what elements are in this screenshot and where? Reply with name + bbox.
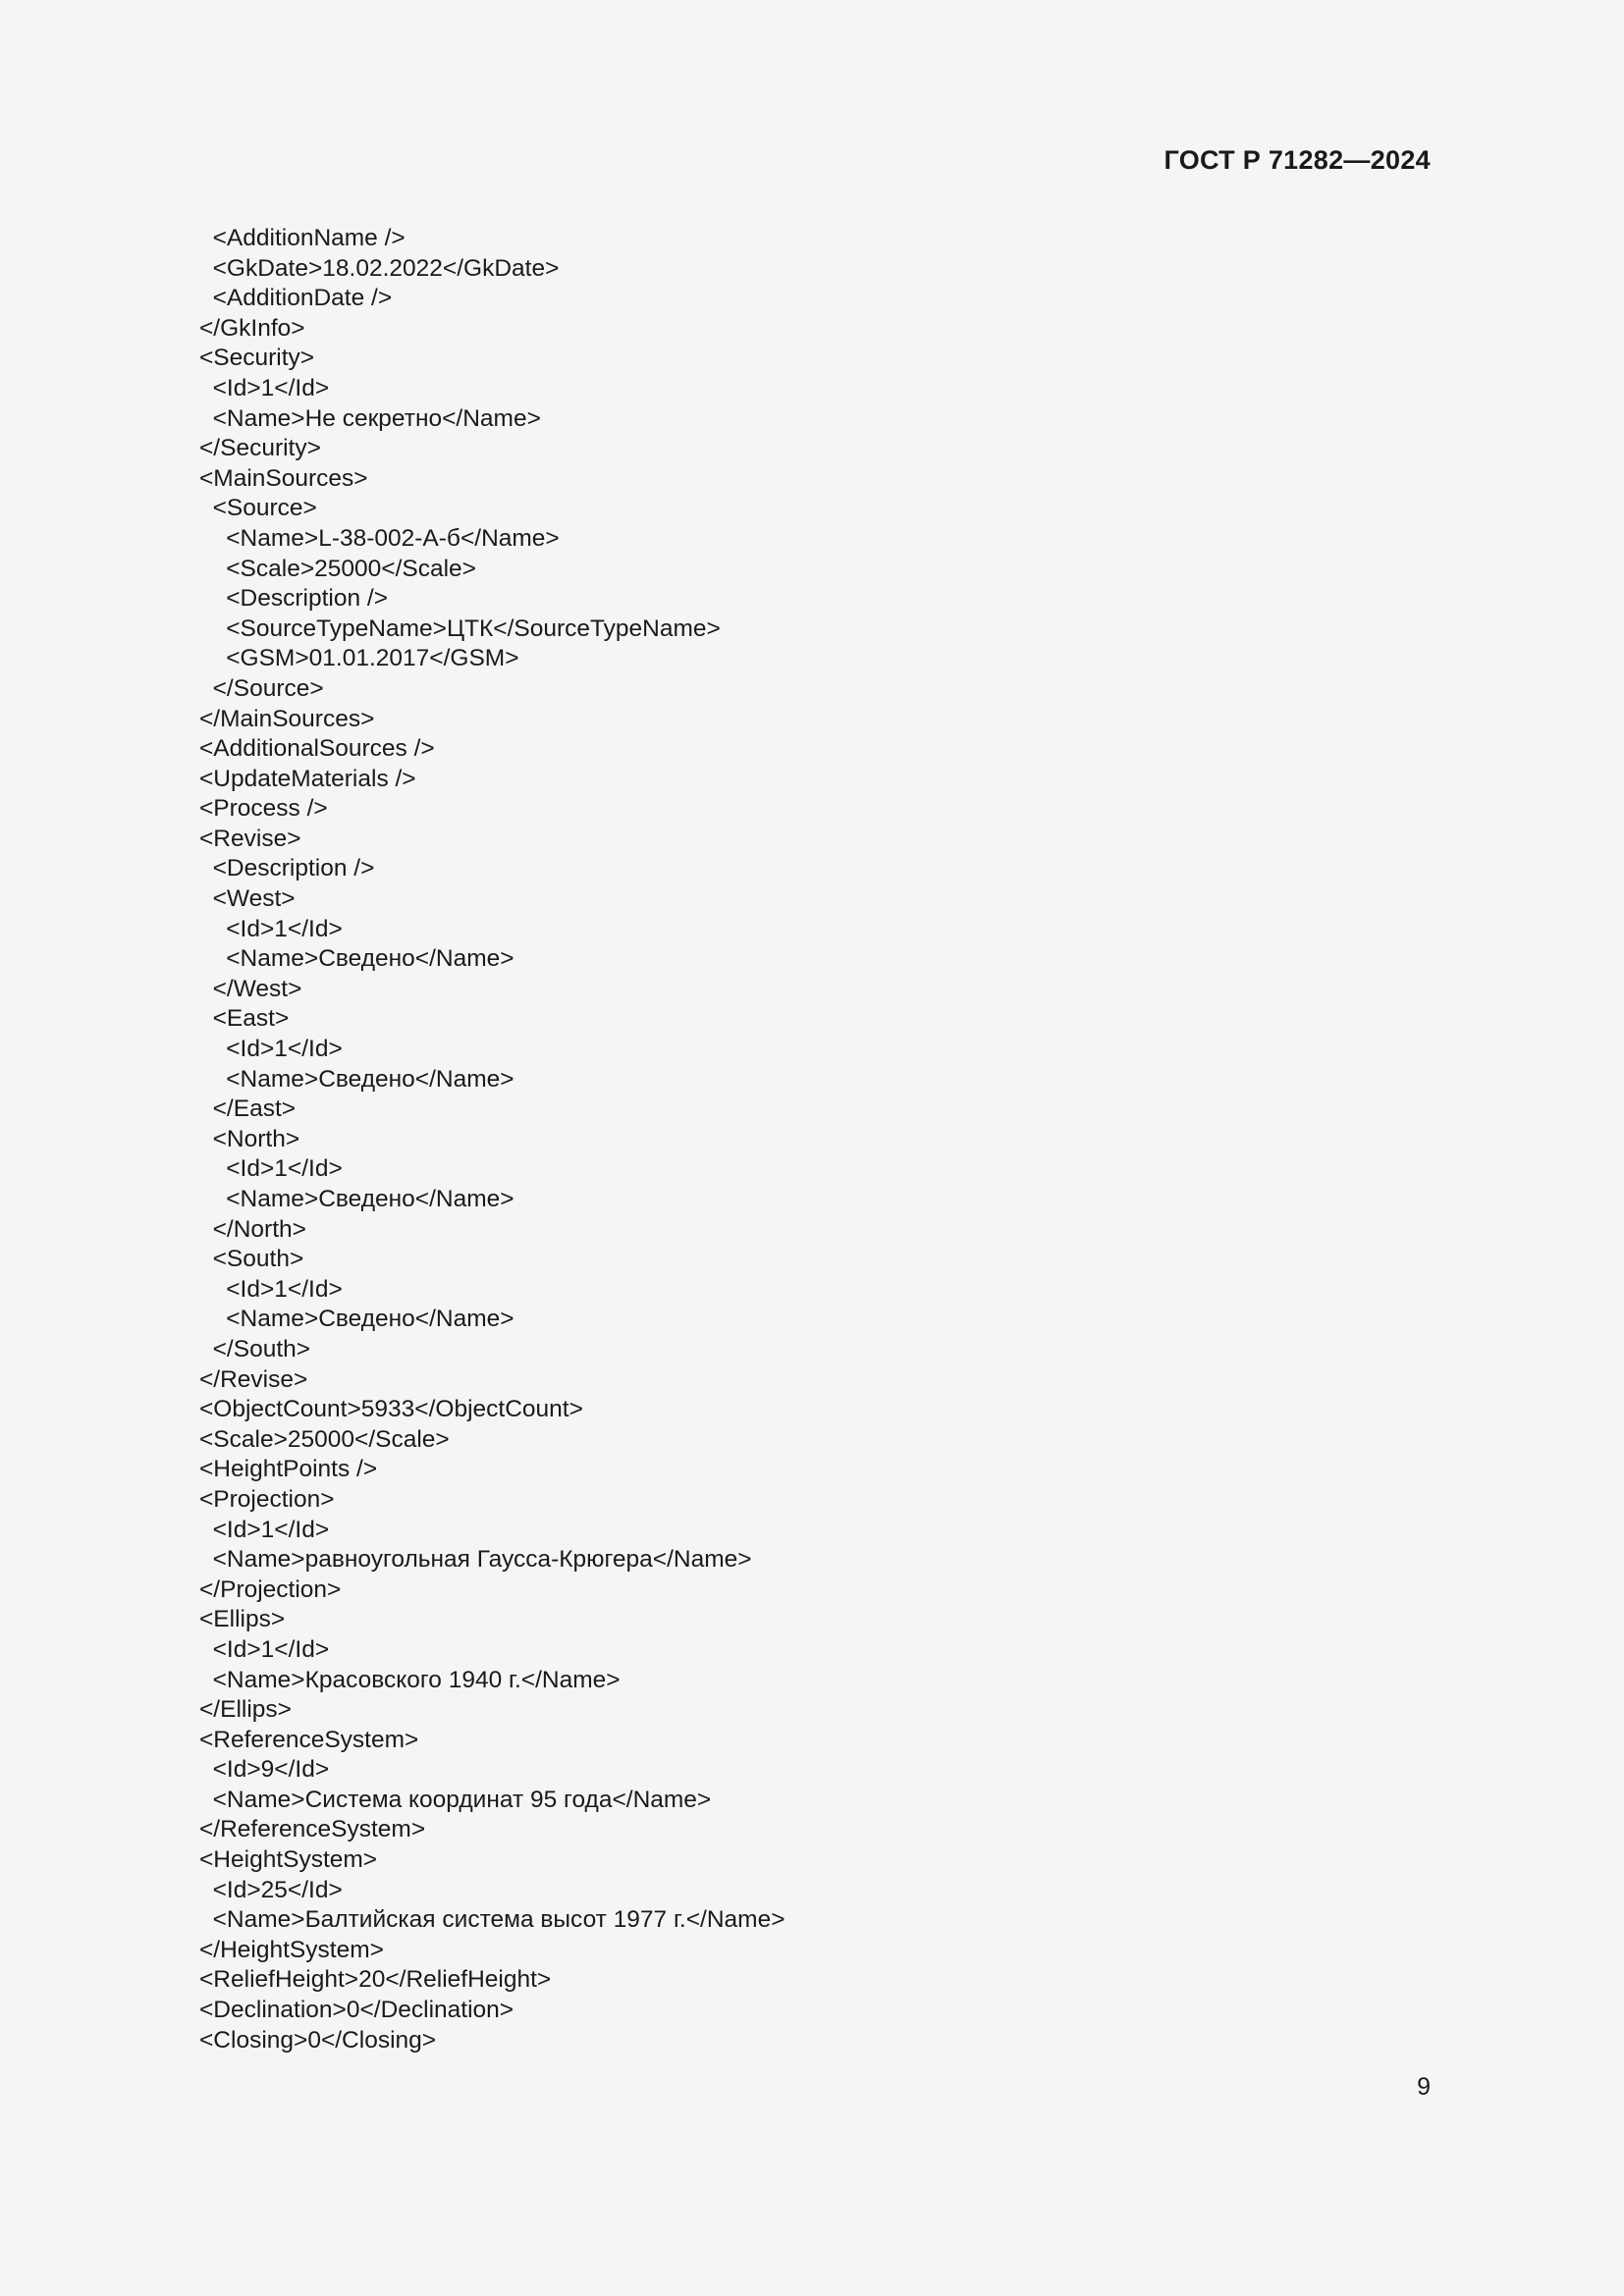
code-line: </South>: [199, 1335, 311, 1362]
code-line: <Id>1</Id>: [199, 1036, 343, 1063]
code-line: <Process />: [199, 795, 328, 823]
code-line: <Declination>0</Declination>: [199, 1997, 514, 2024]
code-line: <Id>1</Id>: [199, 1275, 343, 1303]
code-line: <HeightSystem>: [199, 1846, 378, 1874]
code-line: <HeightPoints />: [199, 1456, 378, 1483]
page-number: 9: [1417, 2073, 1431, 2101]
code-line: </Projection>: [199, 1575, 342, 1603]
code-line: </HeightSystem>: [199, 1936, 384, 1963]
code-line: <ReliefHeight>20</ReliefHeight>: [199, 1966, 552, 1994]
code-line: <Id>1</Id>: [199, 374, 330, 401]
code-line: <Id>1</Id>: [199, 1635, 330, 1663]
code-line: <Closing>0</Closing>: [199, 2026, 437, 2054]
code-line: <AdditionalSources />: [199, 735, 435, 763]
code-line: <North>: [199, 1125, 300, 1152]
code-line: <Source>: [199, 495, 317, 522]
code-line: </East>: [199, 1095, 297, 1123]
code-line: <Security>: [199, 345, 315, 372]
xml-code-listing: [199, 224, 785, 2056]
code-line: <Name>Сведено</Name>: [199, 1065, 514, 1093]
code-line: <ReferenceSystem>: [199, 1726, 419, 1753]
code-line: </GkInfo>: [199, 314, 305, 342]
code-line: <Name>Сведено</Name>: [199, 1306, 514, 1333]
code-line: <Description />: [199, 855, 375, 882]
code-line: <GkDate>18.02.2022</GkDate>: [199, 254, 560, 282]
code-line: <East>: [199, 1005, 290, 1033]
code-line: <Projection>: [199, 1485, 335, 1513]
code-line: <SourceTypeName>ЦТК</SourceTypeName>: [199, 614, 721, 642]
code-line: <GSM>01.01.2017</GSM>: [199, 645, 519, 672]
code-line: <AdditionName />: [199, 225, 406, 251]
code-line: <Scale>25000</Scale>: [199, 1425, 450, 1453]
code-line: <MainSources>: [199, 464, 368, 492]
code-line: </Security>: [199, 435, 321, 462]
code-line: <Id>9</Id>: [199, 1756, 330, 1784]
document-code-header: ГОСТ Р 71282—2024: [1164, 145, 1431, 175]
code-line: </Ellips>: [199, 1696, 292, 1724]
code-line: </MainSources>: [199, 705, 375, 732]
code-line: <Name>L-38-002-А-б</Name>: [199, 524, 560, 552]
code-line: </North>: [199, 1215, 306, 1243]
code-line: <AdditionDate />: [199, 285, 393, 312]
code-line: </Source>: [199, 674, 324, 702]
code-line: <Name>Система координат 95 года</Name>: [199, 1786, 712, 1813]
code-line: </West>: [199, 975, 302, 1002]
code-line: <West>: [199, 885, 296, 913]
code-line: <Name>равноугольная Гаусса-Крюгера</Name>: [199, 1546, 752, 1574]
code-line: <Name>Не секретно</Name>: [199, 404, 541, 432]
code-line: <Name>Балтийская система высот 1977 г.</Name>: [199, 1906, 785, 1934]
code-line: <ObjectCount>5933</ObjectCount>: [199, 1396, 583, 1423]
code-line: <Id>1</Id>: [199, 1155, 343, 1183]
code-line: <Id>1</Id>: [199, 1516, 330, 1543]
code-line: <Scale>25000</Scale>: [199, 555, 476, 582]
code-line: <Description />: [199, 585, 389, 613]
code-line: <South>: [199, 1246, 304, 1273]
code-line: <UpdateMaterials />: [199, 765, 416, 792]
code-line: </ReferenceSystem>: [199, 1816, 426, 1843]
code-line: <Id>25</Id>: [199, 1876, 343, 1903]
code-line: <Name>Сведено</Name>: [199, 1186, 514, 1212]
code-line: <Name>Красовского 1940 г.</Name>: [199, 1666, 621, 1693]
code-line: <Revise>: [199, 825, 301, 852]
code-line: </Revise>: [199, 1365, 308, 1393]
code-line: <Id>1</Id>: [199, 915, 343, 942]
code-line: <Name>Сведено</Name>: [199, 945, 514, 973]
code-line: <Ellips>: [199, 1606, 286, 1633]
